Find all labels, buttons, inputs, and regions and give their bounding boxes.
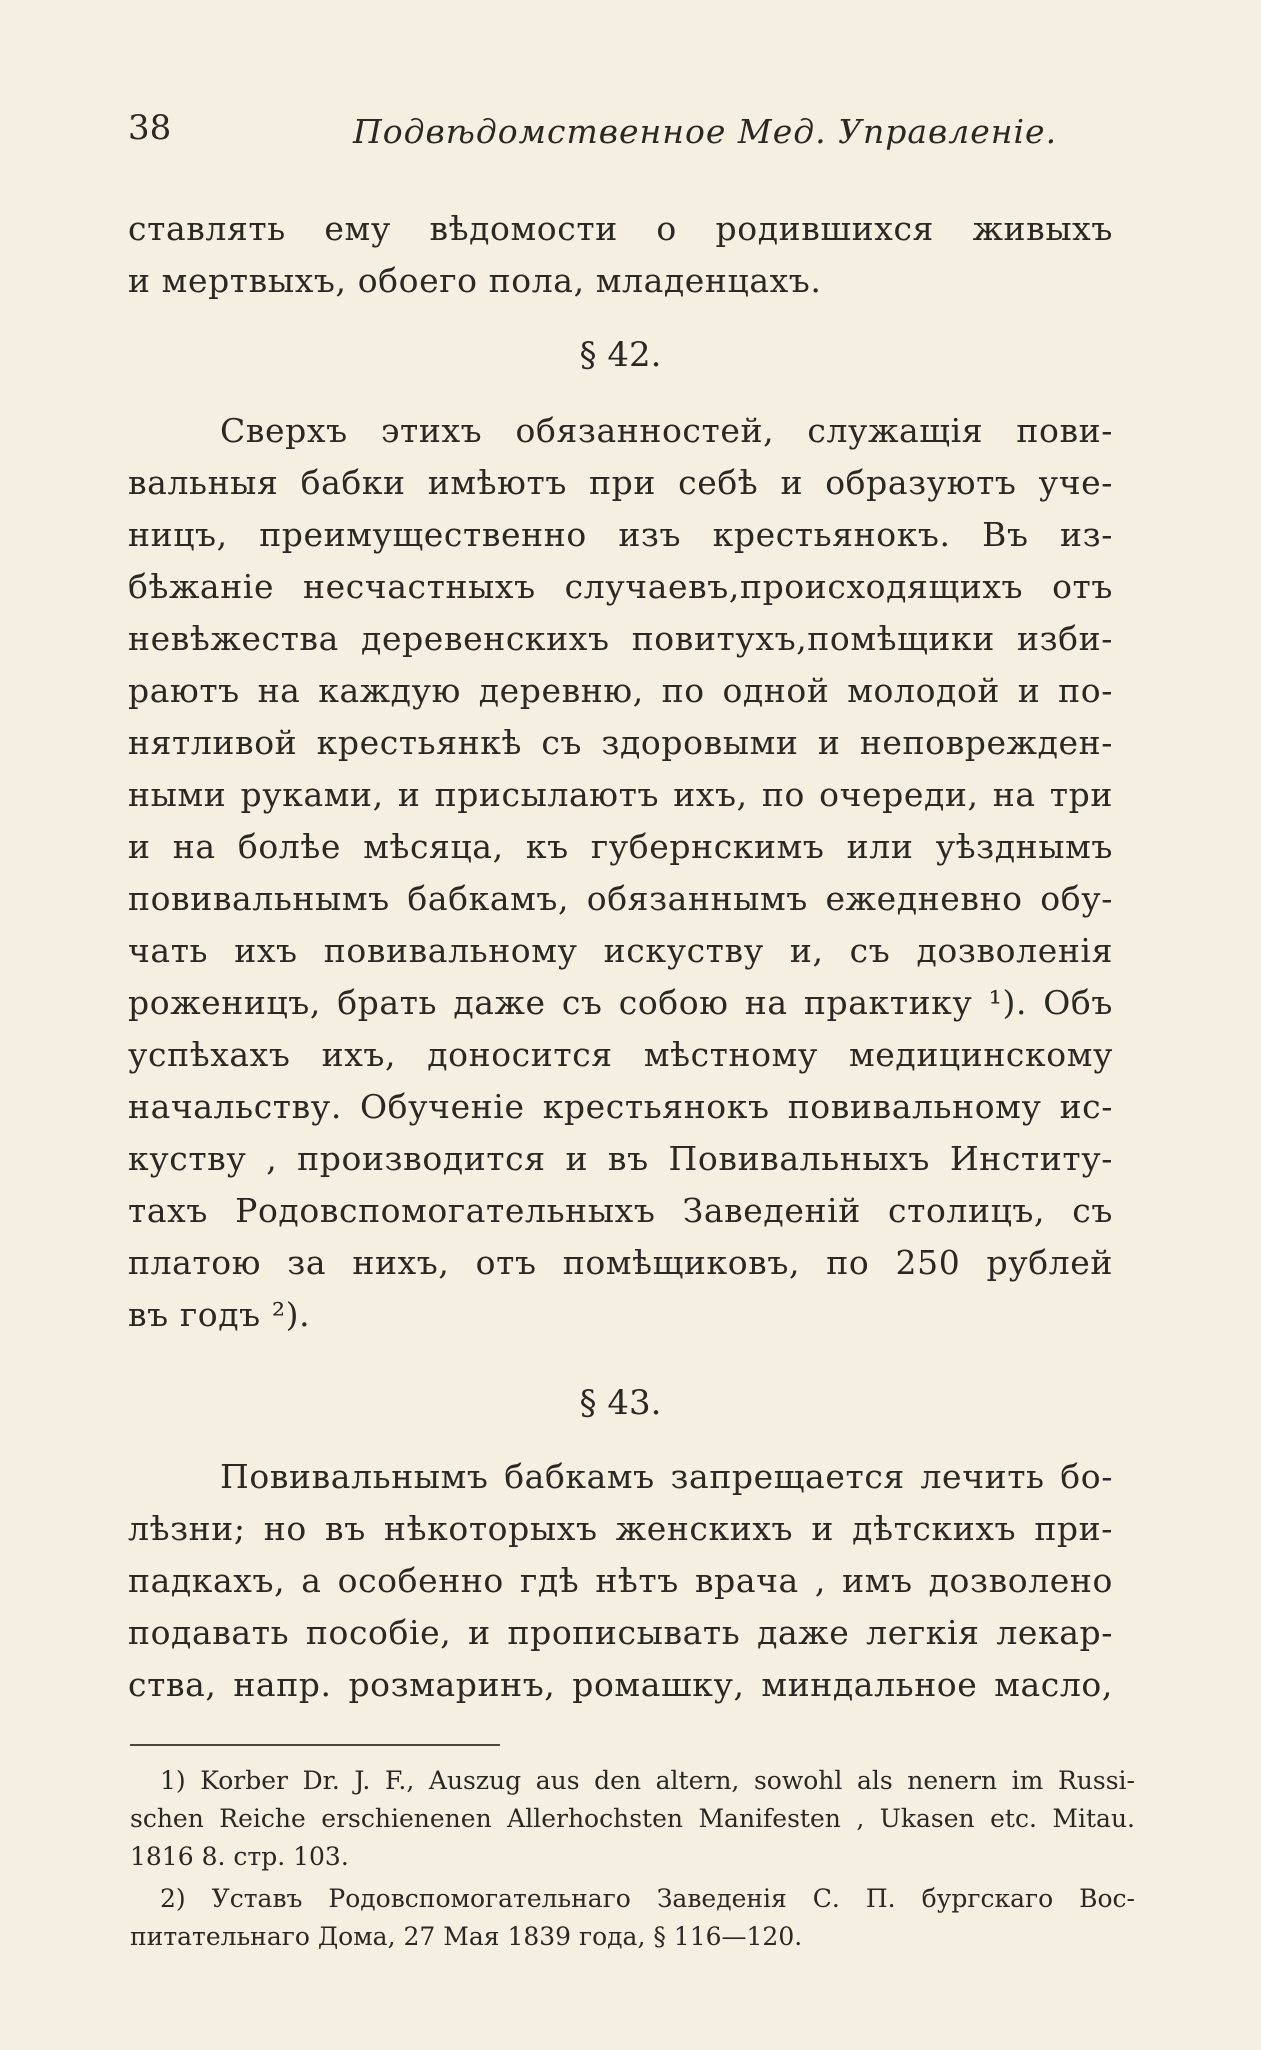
text-line: падкахъ, а особенно гдѣ нѣтъ врача , имъ дозволено <box>128 1561 1113 1600</box>
text-line: и на болѣе мѣсяца, къ губернскимъ или уѣзднымъ <box>128 827 1113 866</box>
text-line: Повивальнымъ бабкамъ запрещается лечить бо- <box>220 1457 1113 1496</box>
text-line: ства, напр. розмаринъ, ромашку, миндальное масло, <box>128 1665 1113 1704</box>
text-line: бѣжаніе несчастныхъ случаевъ,происходящихъ отъ <box>128 567 1113 606</box>
text-line: въ годъ ²). <box>128 1295 311 1334</box>
text-line: повивальнымъ бабкамъ, обязаннымъ ежедневно обу- <box>128 879 1113 918</box>
text-line: начальству. Обученіе крестьянокъ повивальному ис- <box>128 1087 1113 1126</box>
footnote-line: 1816 8. стр. 103. <box>130 1842 349 1871</box>
text-line: раютъ на каждую деревню, по одной молодой и по- <box>128 671 1113 710</box>
footnote-line: питательнаго Дома, 27 Мая 1839 года, § 116—120. <box>130 1922 803 1951</box>
footnote-line: 1) Korber Dr. J. F., Auszug aus den altern, sowohl als nenern im Russi- <box>160 1766 1135 1795</box>
text-line: Сверхъ этихъ обязанностей, служащія пови- <box>220 411 1113 450</box>
text-line: ставлять ему вѣдомости о родившихся живыхъ <box>128 209 1113 248</box>
text-line: куству , производится и въ Повивальныхъ Институ- <box>128 1139 1113 1178</box>
page-number: 38 <box>128 108 172 148</box>
text-line: ными руками, и присылаютъ ихъ, по очереди, на три <box>128 775 1113 814</box>
section-heading-43: § 43. <box>579 1383 662 1423</box>
text-line: чать ихъ повивальному искуству и, съ дозволенія <box>128 931 1113 970</box>
page-header <box>128 106 1113 160</box>
text-line: подавать пособіе, и прописывать даже легкія лекар- <box>128 1613 1113 1652</box>
text-line: невѣжества деревенскихъ повитухъ,помѣщики изби- <box>128 619 1113 658</box>
footnote-line: 2) Уставъ Родовспомогательнаго Заведенія С. П. бургскаго Вос- <box>160 1884 1135 1913</box>
footnote-divider <box>130 1744 500 1746</box>
text-line: и мертвыхъ, обоего пола, младенцахъ. <box>128 261 822 300</box>
text-line: платою за нихъ, отъ помѣщиковъ, по 250 рублей <box>128 1243 1113 1282</box>
section-heading-42: § 42. <box>579 335 662 375</box>
text-line: вальныя бабки имѣютъ при себѣ и образуютъ уче- <box>128 463 1113 502</box>
text-line: роженицъ, брать даже съ собою на практику ¹). Объ <box>128 983 1113 1022</box>
text-line: тахъ Родовспомогательныхъ Заведеній столицъ, съ <box>128 1191 1113 1230</box>
text-line: ницъ, преимущественно изъ крестьянокъ. Въ из- <box>128 515 1113 554</box>
running-title: Подвѣдомственное Мед. Управленіе. <box>353 112 1058 151</box>
text-line: лѣзни; но въ нѣкоторыхъ женскихъ и дѣтскихъ при- <box>128 1509 1113 1548</box>
footnote-line: schen Reiche erschienenen Allerhochsten Manifesten , Ukasen etc. Mitau. <box>130 1804 1135 1833</box>
text-line: успѣхахъ ихъ, доносится мѣстному медицинскому <box>128 1035 1113 1074</box>
text-line: нятливой крестьянкѣ съ здоровыми и неповрежден- <box>128 723 1113 762</box>
